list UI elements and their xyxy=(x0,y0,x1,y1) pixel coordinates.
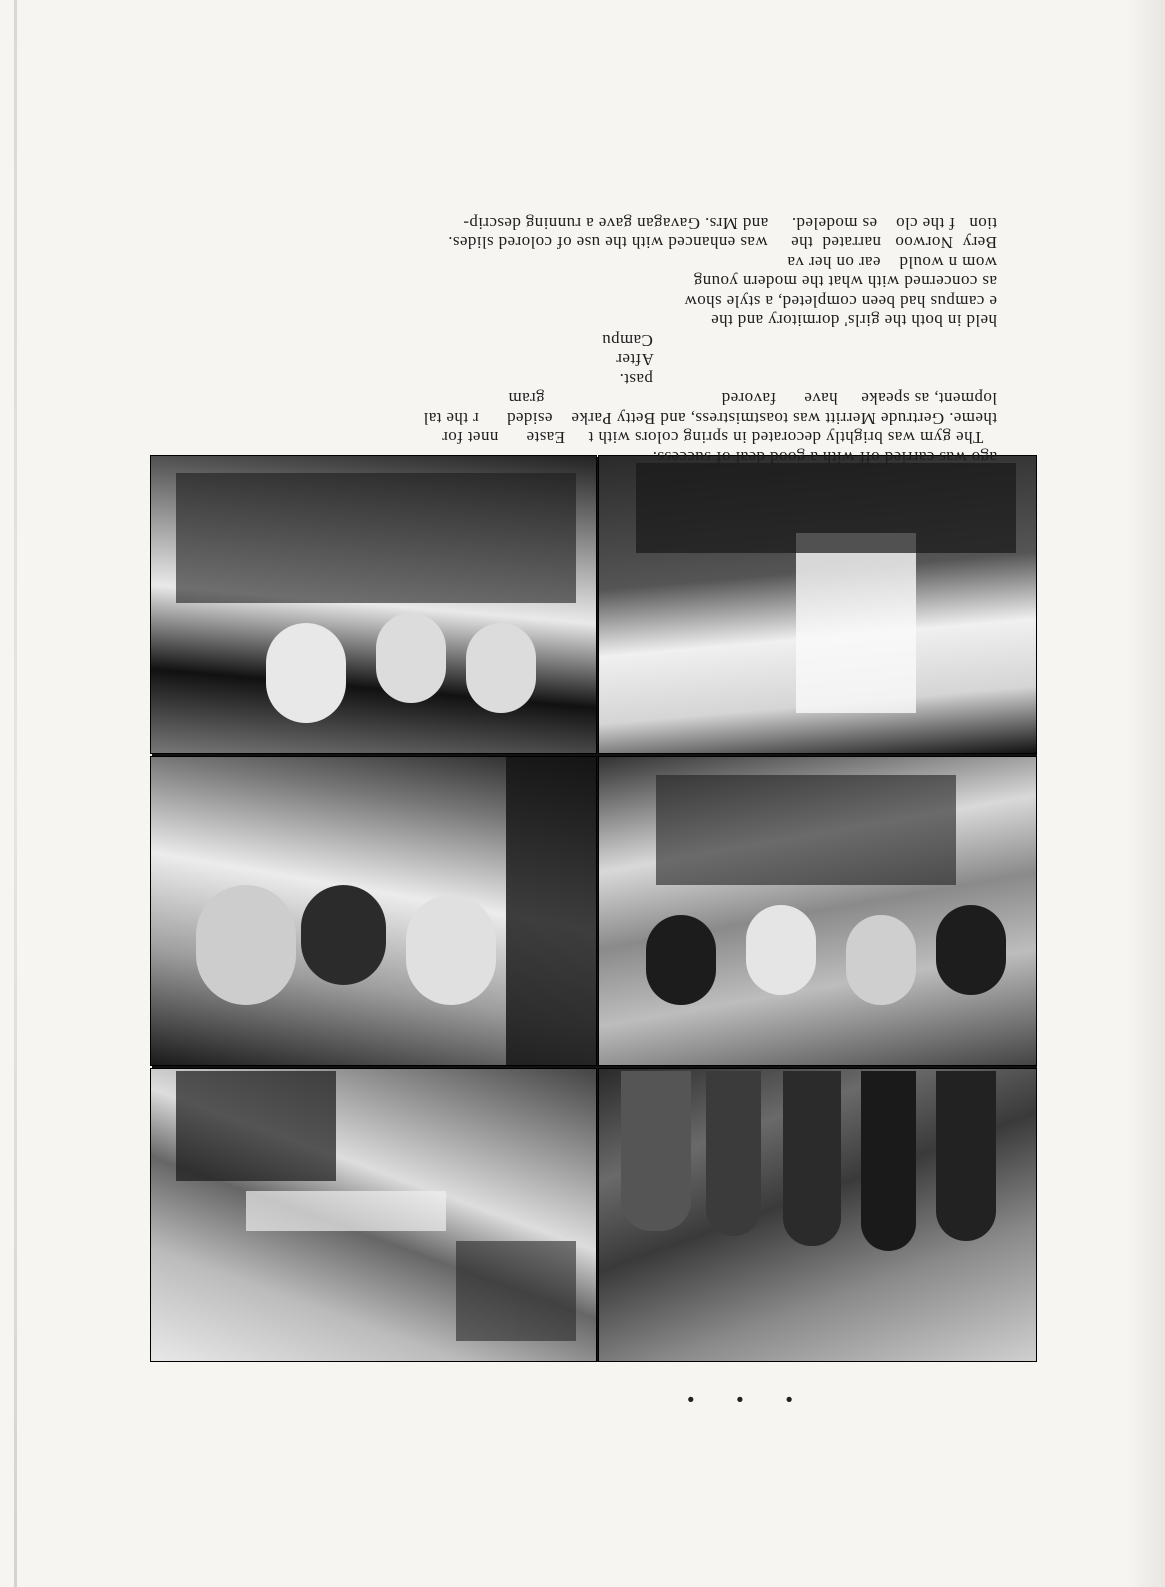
ellipsis-dots: • • • xyxy=(668,1387,793,1412)
photo-bottom-right xyxy=(150,455,597,754)
article-line: as concerned with what the modern young xyxy=(693,272,997,292)
photo-top-right xyxy=(150,1068,597,1362)
photo-middle-right xyxy=(150,756,597,1066)
article-text xyxy=(237,214,997,468)
article-line: wom n would ear on her va xyxy=(787,253,997,272)
article-line: Campu xyxy=(601,331,997,350)
article-line: past. xyxy=(619,370,997,389)
article-line: e campus had been completed, a style show xyxy=(684,292,997,311)
article-line: The gym was brightly decorated in spring colors with t Easte nnet for xyxy=(441,428,997,448)
photo-bottom-left xyxy=(598,455,1037,754)
article-line: After xyxy=(615,350,997,370)
photo-top-left xyxy=(598,1068,1037,1362)
photo-middle-left xyxy=(598,756,1037,1066)
photo-grid xyxy=(152,457,1037,1362)
article-line: Bery Norwoo narrated the was enhanced with the use of colored slides. xyxy=(447,233,997,253)
article-line: lopment, as speake have favored gram xyxy=(508,389,997,409)
article-line: theme. Gertrude Merritt was toastmistress, and Betty Parke esided r the tal xyxy=(423,409,997,428)
article-line: tion f the clo es modeled. and Mrs. Gavagan gave a running descrip- xyxy=(462,214,997,233)
article-line: ago was carried off with a good deal of success. xyxy=(652,448,997,467)
article-line: held in both the girls' dormitory and the xyxy=(710,311,997,331)
